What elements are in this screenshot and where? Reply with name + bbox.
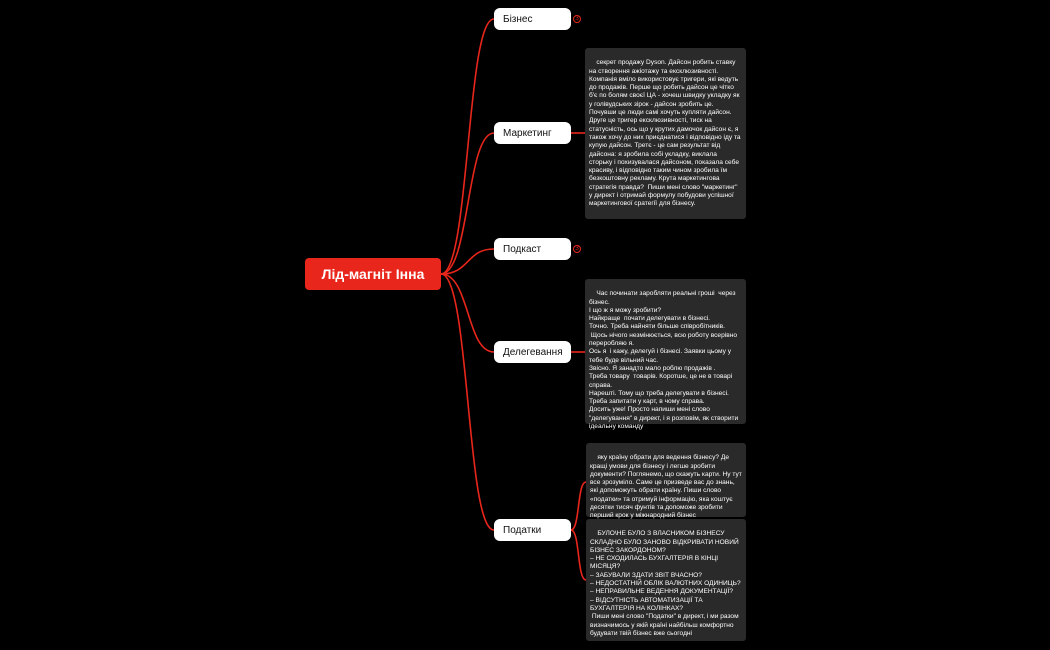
link-taxes-note1 (571, 482, 586, 530)
note-taxes-1[interactable] (586, 443, 746, 520)
root-title: Лід-магніт Інна (321, 266, 425, 282)
branch-podcast[interactable] (494, 238, 571, 260)
branch-podcast-label: Подкаст (503, 243, 542, 255)
branch-taxes[interactable] (494, 519, 571, 541)
link-root-business (441, 19, 494, 274)
branch-delegation-label: Делегевання (503, 346, 563, 358)
expand-podcast-button[interactable] (573, 245, 581, 253)
collapsed-count-podcast: 3 (575, 245, 579, 252)
collapsed-count-business: 3 (575, 15, 579, 22)
expand-business-button[interactable] (573, 15, 581, 23)
link-taxes-note2 (571, 530, 586, 580)
note-taxes-2[interactable] (586, 519, 746, 641)
link-root-delegation (441, 274, 494, 352)
branch-marketing-label: Маркетинг (503, 127, 552, 139)
root-node[interactable] (305, 258, 441, 290)
branch-taxes-label: Податки (503, 524, 542, 536)
note-delegation-text: Час починати заробляти реальні гроші через бізнес. І що ж я можу зробити? Найкраще почати делегувати в бізнесі. Точно. Треба найняти більше співробітників. Щось нічого незмінюється, всю роботу всерівно переробляю я. Ось я і кажу, делегуй і бізнесі. Заявки цьому у тебе буде вільний час. Звісно. Я занадто мало роблю продажів . Треба товару товарів. Коротше, це не в товарі справа. Нарешті. Тому що треба делегувати в бізнесі. Треба запитати у карт, в чому справа. Досить уже! Просто напиши мені слово "делегування" в директ, і я розповім, як створити ідеальну команду (589, 290, 739, 431)
note-taxes-2-text: БУЛО\НЕ БУЛО З ВЛАСНИКОМ БІЗНЕСУ СКЛАДНО БУЛО ЗАНОВО ВІДКРИВАТИ НОВИЙ БІЗНЕС ЗАКОРДОНОМ? – НЕ СХОДИЛАСЬ БУХГАЛТЕРІЯ В КІНЦІ МІСЯЦЯ? – ЗАБУВАЛИ ЗДАТИ ЗВІТ ВЧАСНО? – НЕДОСТАТНІЙ ОБЛІК ВАЛЮТНИХ ОДИНИЦЬ? – НЕПРАВИЛЬНЕ ВЕДЕННЯ ДОКУМЕНТАЦІЇ? – ВІДСУТНІСТЬ АВТОМАТИЗАЦІЇ ТА БУХГАЛТЕРІЯ НА КОЛІНКАХ? Пиши мені слово "Податки" в директ, і ми разом визначимось у якій країні найбільш комфортно будувати твій бізнес вже сьогодні (590, 530, 741, 637)
note-marketing-text: секрет продажу Dyson. Дайсон робить ставку на створення ажіотажу та ексклюзивності. Компанія вміло використовує тригери, які ведуть до продажів. Перше що робить дайсон це чітко б'є по болям своєї ЦА - хочеш швидку укладку як у голівудських зірок - дайсон зробить це. Почувши це люди самі хочуть купляти дайсон. Друге це тригер ексклюзивності, тиск на статусність, ось що у крутих дамочок дайсон є, я також хочу до них приєднатися і відповідно іду та купую дайсон. Третє - це сам результат від дайсона: я зробила собі укладку, виклала сторьку і похизувалася дайсоном, показала себе красиву, і відповідно таким чином зробила їм безкоштовну рекламу. Крута маркетингова стратегія правда? Пиши мені слово "маркетинг" у директ і отримай формулу побудови успішної маркетингової сратегії для бізнесу. (589, 59, 743, 208)
note-marketing[interactable] (585, 48, 746, 219)
branch-business[interactable] (494, 8, 571, 30)
branch-marketing[interactable] (494, 122, 571, 144)
branch-delegation[interactable] (494, 341, 571, 363)
note-delegation[interactable] (585, 279, 746, 431)
note-taxes-1-text: яку країну обрати для ведення бізнесу? Де кращі умови для бізнесу і легше зробити документи? Поглянемо, що скажуть карти. Ну тут все зрозуміло. Саме це призведе вас до знань, які допоможуть обрати країну. Пиши слово «податки» та отримуй інформацію, яка коштує десятки тисяч фунтів та допоможе зробити перший крок у міжнародний бізнес (590, 454, 744, 520)
branch-business-label: Бізнес (503, 13, 533, 25)
